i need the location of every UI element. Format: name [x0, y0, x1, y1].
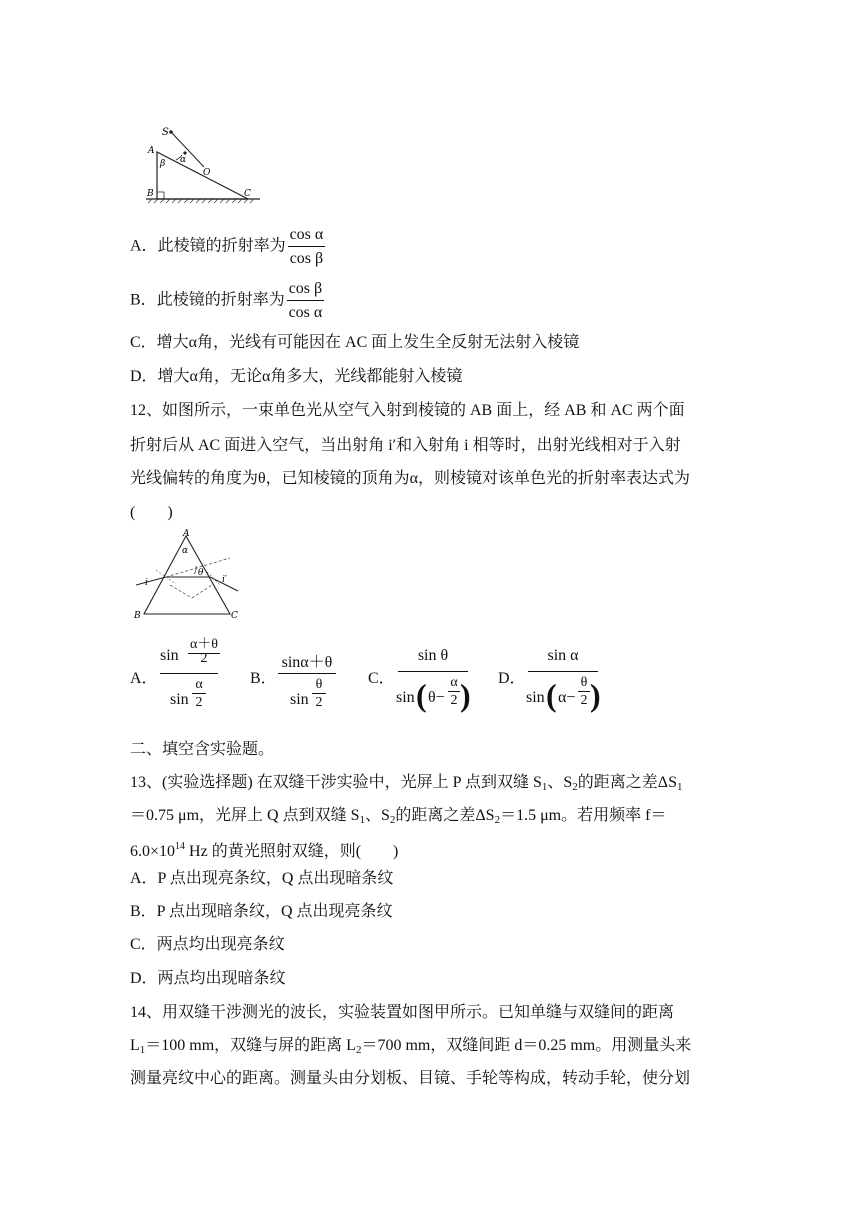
text-segment: 的距离之差ΔS	[395, 807, 495, 824]
den-var: θ−	[428, 689, 445, 706]
fraction-bar	[528, 671, 598, 672]
fraction-bar	[160, 673, 218, 674]
q12-line-3: 光线偏转的角度为θ，已知棱镜的顶角为α，则棱镜对该单色光的折射率表达式为	[130, 470, 691, 487]
right-paren: )	[590, 677, 601, 713]
option-text: 此棱镜的折射率为	[157, 237, 286, 255]
option-letter: D．	[498, 670, 526, 687]
subscript: 1	[139, 1044, 146, 1056]
q11-option-a	[130, 226, 327, 268]
label-i: i	[145, 578, 148, 588]
subscript: 2	[572, 781, 578, 793]
sin-text: sin	[290, 691, 309, 708]
subscript: 2	[389, 814, 396, 826]
option-letter: A．	[130, 237, 158, 255]
fraction	[288, 226, 326, 268]
label-A: A	[183, 529, 190, 539]
option-letter: B．	[250, 670, 277, 687]
fraction-denominator	[396, 675, 472, 715]
q13-line-3	[130, 837, 398, 862]
q14-line-3: 测量亮纹中心的距离。测量头由分划板、目镜、手轮等构成，转动手轮，使分划	[130, 1070, 691, 1087]
q13-option-c: C．两点均出现亮条纹	[130, 936, 285, 953]
label-theta: θ	[198, 568, 204, 578]
left-paren: (	[416, 677, 427, 713]
subscript: 2	[494, 814, 501, 826]
subscript: 2	[355, 1044, 362, 1056]
den-bottom: 2	[195, 695, 203, 710]
option-text: 此棱镜的折射率为	[156, 291, 285, 309]
label-alpha: α	[180, 155, 187, 165]
text-segment: ＝1.5 μm。若用频率 f＝	[500, 807, 667, 824]
q13-line-2	[130, 806, 666, 830]
fraction	[287, 280, 324, 322]
fraction-numerator	[160, 633, 220, 667]
den-top: θ	[578, 675, 590, 692]
q11-option-d: D．增大α角，无论α角多大，光线都能射入棱镜	[130, 368, 463, 385]
q14-line-1: 14、用双缝干涉测光的波长，实验装置如图甲所示。已知单缝与双缝间的距离	[130, 1004, 675, 1021]
label-C: C	[244, 189, 251, 199]
numerator: cos α	[288, 226, 326, 247]
q11-option-b	[130, 280, 326, 322]
label-O: O	[203, 168, 211, 178]
q13-option-b: B．P 点出现暗条纹，Q 点出现亮条纹	[130, 903, 393, 920]
superscript: 14	[175, 841, 186, 852]
q13-option-d: D．两点均出现暗条纹	[130, 970, 286, 987]
sin-text: sin	[396, 689, 415, 706]
text-segment: ＝0.75 μm，光屏上 Q 点到双缝 S	[130, 807, 360, 824]
den-top: α	[448, 675, 460, 692]
text-segment: 的距离之差ΔS	[577, 774, 677, 791]
left-paren: (	[546, 677, 557, 713]
subscript: 1	[676, 781, 683, 793]
q14-line-2	[130, 1036, 691, 1060]
subscript: 1	[359, 814, 365, 826]
label-B: B	[134, 611, 141, 621]
numerator-bottom: 2	[200, 651, 208, 666]
fraction-bar	[278, 673, 336, 674]
fraction-denominator	[526, 675, 602, 715]
label-C: C	[231, 611, 238, 621]
q13-line-1	[130, 773, 682, 797]
q13-option-a: A．P 点出现亮条纹，Q 点出现暗条纹	[130, 870, 394, 887]
denominator: cos α	[288, 304, 323, 321]
q12-line-1: 12、如图所示，一束单色光从空气入射到棱镜的 AB 面上，经 AB 和 AC 两个面	[130, 402, 685, 419]
prism-figure-2	[130, 528, 245, 622]
den-bottom: 2	[315, 695, 323, 710]
label-beta: β	[160, 159, 166, 169]
q11-option-c: C．增大α角，光线有可能因在 AC 面上发生全反射无法射入棱镜	[130, 334, 580, 351]
fraction-denominator	[170, 679, 210, 715]
sin-text: sin	[160, 647, 179, 664]
prism-figure-1	[140, 122, 270, 206]
fraction-denominator	[290, 679, 330, 715]
label-i-prime: i′	[222, 575, 227, 585]
den-var: α−	[558, 689, 576, 706]
text-segment: 、S	[547, 774, 573, 791]
numerator: sin α	[547, 647, 579, 664]
label-A: A	[148, 146, 155, 156]
q12-line-4: ( )	[130, 504, 173, 521]
option-letter: A．	[130, 670, 158, 687]
fraction-bar	[398, 671, 468, 672]
text-segment: ＝700 mm，双缝间距 d＝0.25 mm。用测量头来	[361, 1037, 692, 1054]
section-heading: 二、填空含实验题。	[130, 741, 275, 758]
numerator: sin θ	[417, 647, 449, 664]
text-segment: 、S	[364, 807, 390, 824]
right-paren: )	[460, 677, 471, 713]
numerator-top: α＋θ	[188, 633, 220, 654]
q12-line-2: 折射后从 AC 面进入空气，当出射角 i′和入射角 i 相等时，出射光线相对于入射	[130, 437, 681, 454]
sin-text: sin	[526, 689, 545, 706]
den-top: θ	[312, 677, 326, 694]
den-bottom: 2	[580, 693, 588, 708]
text-segment: Hz 的黄光照射双缝，则( )	[185, 843, 399, 860]
label-S: S	[162, 127, 169, 138]
sin-text: sin	[170, 691, 189, 708]
text-segment: 6.0×10	[130, 843, 176, 860]
text-segment: L	[130, 1037, 140, 1054]
numerator: cos β	[287, 280, 324, 301]
subscript: 1	[541, 781, 548, 793]
label-B: B	[147, 189, 154, 199]
den-bottom: 2	[450, 693, 458, 708]
den-top: α	[192, 677, 206, 694]
label-alpha: α	[182, 546, 189, 556]
text-segment: ＝100 mm，双缝与屏的距离 L	[145, 1037, 356, 1054]
text-segment: 13、(实验选择题) 在双缝干涉实验中，光屏上 P 点到双缝 S	[130, 774, 542, 791]
option-letter: C．	[368, 670, 395, 687]
option-letter: B．	[130, 291, 157, 309]
denominator: cos β	[289, 250, 324, 267]
numerator: sinα＋θ	[281, 654, 333, 671]
